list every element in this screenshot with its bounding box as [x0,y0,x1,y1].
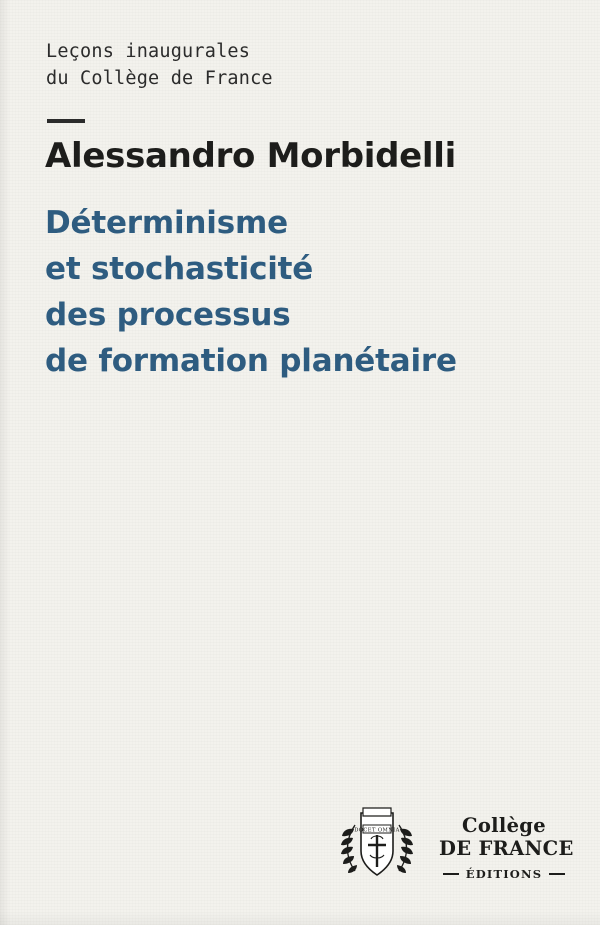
divider-rule [47,119,85,123]
series-label [46,38,466,92]
page-title [45,200,545,384]
publisher-name [439,814,574,881]
publisher-name-line-1: Collège [462,814,546,837]
author-name: Alessandro Morbidelli [45,136,456,176]
series-line-2: du Collège de France [46,68,273,89]
bottom-shadow [0,911,600,925]
publisher-block [335,795,574,895]
imprint-label: ÉDITIONS [465,867,543,881]
title-line-4: de formation planétaire [45,343,457,379]
imprint-row [439,867,569,881]
publisher-name-line-2: DE FRANCE [439,837,574,860]
title-line-3: des processus [45,297,291,333]
imprint-dash-left [443,873,459,875]
imprint-dash-right [549,873,565,875]
title-line-1: Déterminisme [45,205,288,241]
title-line-2: et stochasticité [45,251,314,287]
series-line-1: Leçons inaugurales [46,41,251,62]
svg-text:DOCET OMNIA: DOCET OMNIA [354,827,400,834]
college-de-france-crest-icon [335,795,419,887]
spine-shadow [0,0,10,925]
